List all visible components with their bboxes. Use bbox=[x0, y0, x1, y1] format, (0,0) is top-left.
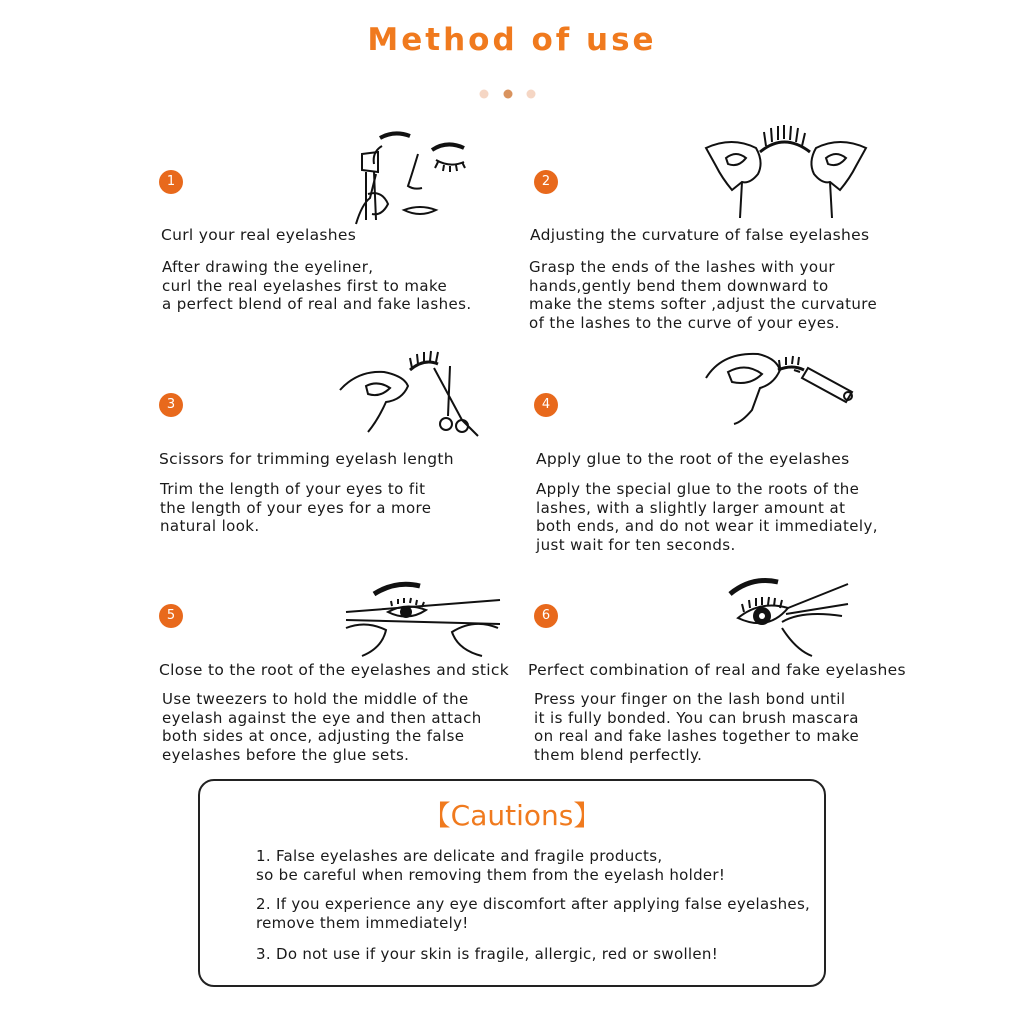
step-2-badge: 2 bbox=[534, 170, 558, 194]
page-title-text: Method of use bbox=[367, 22, 657, 58]
caution-item-1: 1. False eyelashes are delicate and fragile products, so be careful when removing them from the eyelash holder! bbox=[256, 847, 726, 884]
step-4-body: Apply the special glue to the roots of the lashes, with a slightly larger amount at both ends, and do not wear it immediately, just wait for ten seconds. bbox=[536, 480, 878, 554]
step-3-title: Scissors for trimming eyelash length bbox=[159, 450, 454, 468]
pagination-dots bbox=[478, 89, 546, 101]
caution-item-2: 2. If you experience any eye discomfort after applying false eyelashes, remove them immediately! bbox=[256, 895, 811, 932]
step-5-title: Close to the root of the eyelashes and stick bbox=[159, 661, 509, 679]
step-6-badge: 6 bbox=[534, 604, 558, 628]
step-1-title: Curl your real eyelashes bbox=[161, 226, 357, 244]
step-1-body: After drawing the eyeliner, curl the real eyelashes first to make a perfect blend of real and fake lashes. bbox=[162, 258, 472, 313]
hands-bending-lash-illustration bbox=[702, 118, 870, 222]
step-4-title: Apply glue to the root of the eyelashes bbox=[536, 450, 850, 468]
scissors-trim-illustration bbox=[338, 350, 488, 440]
step-3-badge: 3 bbox=[159, 393, 183, 417]
dot-1 bbox=[480, 90, 489, 99]
cautions-title: 【Cautions】 bbox=[422, 799, 602, 832]
step-4-badge: 4 bbox=[534, 393, 558, 417]
step-5-badge: 5 bbox=[159, 604, 183, 628]
tweezers-eye-illustration bbox=[342, 572, 502, 658]
step-2-body: Grasp the ends of the lashes with your hands,gently bend them downward to make the stems softer ,adjust the curvature of the lashes to the curve of your eyes. bbox=[529, 258, 878, 332]
page-title bbox=[0, 22, 1024, 58]
face-curler-illustration bbox=[352, 124, 492, 229]
step-3-body: Trim the length of your eyes to fit the length of your eyes for a more natural look. bbox=[160, 480, 432, 535]
step-1-badge: 1 bbox=[159, 170, 183, 194]
caution-item-3: 3. Do not use if your skin is fragile, allergic, red or swollen! bbox=[256, 945, 719, 963]
finger-press-eye-illustration bbox=[722, 570, 852, 660]
dot-3 bbox=[527, 90, 536, 99]
glue-applicator-illustration bbox=[702, 348, 868, 428]
step-2-title: Adjusting the curvature of false eyelashes bbox=[530, 226, 870, 244]
step-5-body: Use tweezers to hold the middle of the eyelash against the eye and then attach both sides at once, adjusting the false eyelashes before the glue sets. bbox=[162, 690, 482, 764]
step-6-title: Perfect combination of real and fake eyelashes bbox=[528, 661, 906, 679]
dot-2 bbox=[504, 90, 513, 99]
step-6-body: Press your finger on the lash bond until it is fully bonded. You can brush mascara on real and fake lashes together to make them blend perfectly. bbox=[534, 690, 860, 764]
